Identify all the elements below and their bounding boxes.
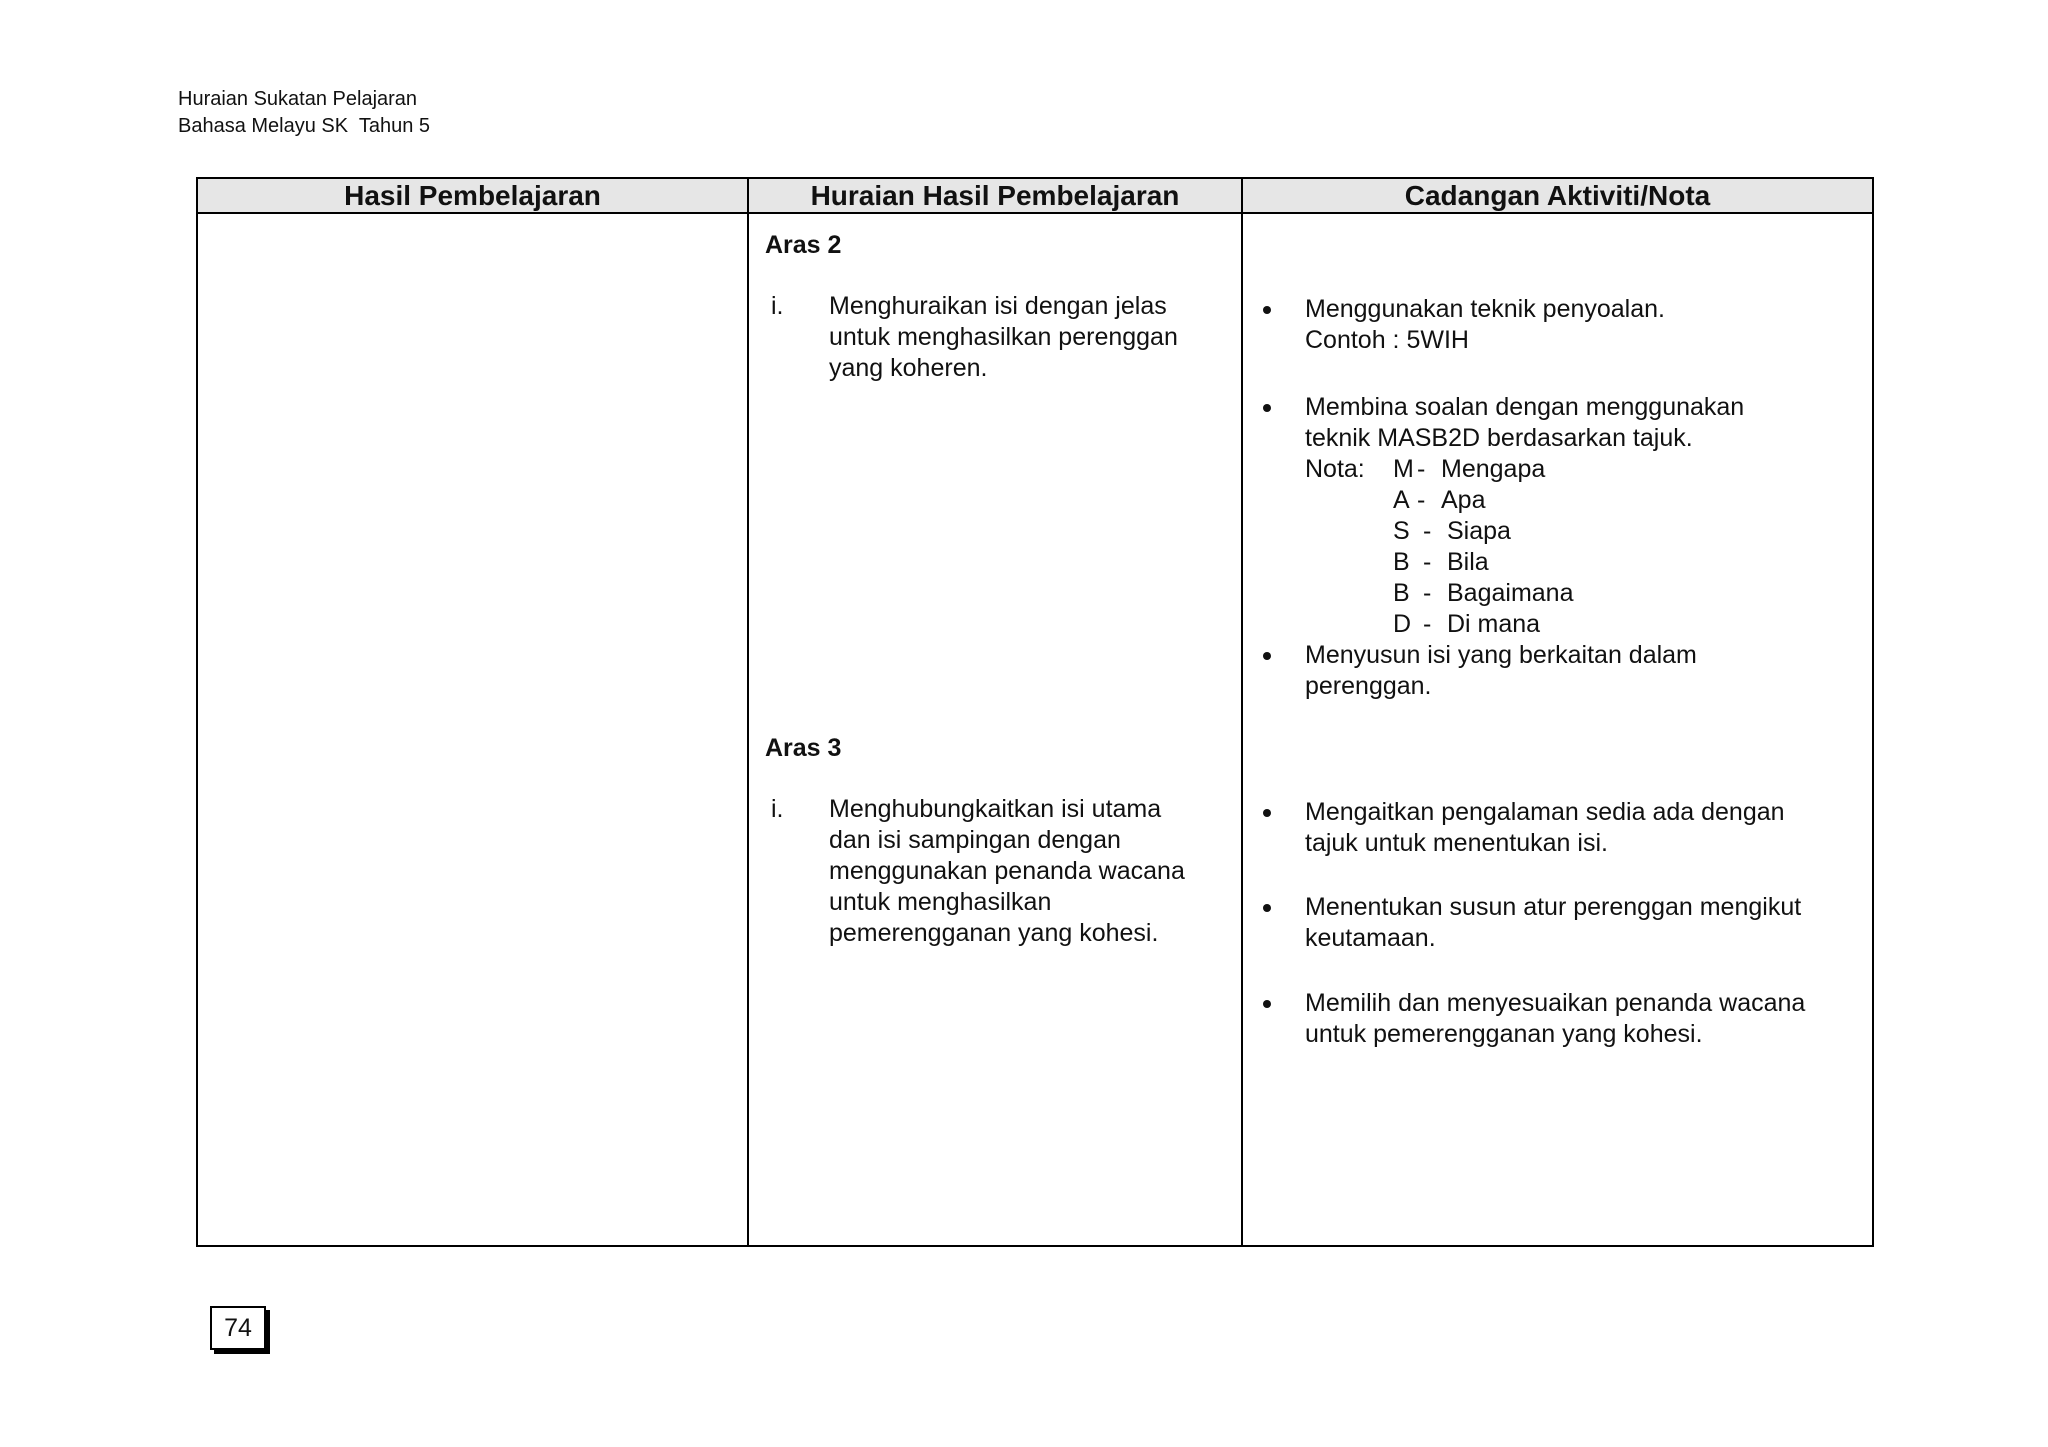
activity-text-line: untuk pemerengganan yang kohesi. <box>1305 1020 1703 1048</box>
activity-text-line: tajuk untuk menentukan isi. <box>1305 829 1608 857</box>
item-text-line: Menghubungkaitkan isi utama <box>829 795 1162 823</box>
note-letter: B <box>1393 579 1410 607</box>
activity-text-line: Contoh : 5WIH <box>1305 326 1469 354</box>
note-dash: - <box>1423 517 1432 545</box>
header-title: Huraian Sukatan Pelajaran <box>178 88 418 110</box>
item-text-line: pemerengganan yang kohesi. <box>829 919 1159 947</box>
activity-text-line: Menyusun isi yang berkaitan dalam <box>1305 641 1697 669</box>
note-word: Bagaimana <box>1447 579 1574 607</box>
item-text-line: untuk menghasilkan <box>829 888 1052 916</box>
activity-text-line: keutamaan. <box>1305 924 1436 952</box>
table-header-row <box>198 179 1872 214</box>
item-number: i. <box>771 292 784 320</box>
column-header-cadangan: Cadangan Aktiviti/Nota <box>1404 180 1711 211</box>
note-dash: - <box>1417 486 1426 514</box>
bullet-icon <box>1263 404 1271 412</box>
note-word: Bila <box>1447 548 1489 576</box>
note-letter: S <box>1393 517 1410 545</box>
note-word: Apa <box>1441 486 1486 514</box>
note-dash: - <box>1423 579 1432 607</box>
activity-text-line: Membina soalan dengan menggunakan <box>1305 393 1745 421</box>
activity-text-line: Menggunakan teknik penyoalan. <box>1305 295 1665 323</box>
bullet-icon <box>1263 904 1271 912</box>
note-word: Di mana <box>1447 610 1541 638</box>
level-label: Aras 2 <box>765 231 842 259</box>
bullet-icon <box>1263 1000 1271 1008</box>
item-text-line: yang koheren. <box>829 354 988 382</box>
note-letter: A <box>1393 486 1410 514</box>
item-number: i. <box>771 795 784 823</box>
header-subtitle: Bahasa Melayu SK Tahun 5 <box>178 115 431 137</box>
activity-text-line: teknik MASB2D berdasarkan tajuk. <box>1305 424 1693 452</box>
syllabus-table <box>196 177 1874 1247</box>
activity-text-line: perenggan. <box>1305 672 1432 700</box>
note-dash: - <box>1417 455 1426 483</box>
activity-text-line: Memilih dan menyesuaikan penanda wacana <box>1305 989 1806 1017</box>
note-letter: D <box>1393 610 1412 638</box>
bullet-icon <box>1263 652 1271 660</box>
document-header <box>178 86 430 140</box>
item-text-line: dan isi sampingan dengan <box>829 826 1121 854</box>
column-header-huraian: Huraian Hasil Pembelajaran <box>810 180 1180 211</box>
activity-text-line: Menentukan susun atur perenggan mengikut <box>1305 893 1802 921</box>
bullet-icon <box>1263 809 1271 817</box>
column-header-hasil: Hasil Pembelajaran <box>344 180 601 211</box>
page-number: 74 <box>210 1306 266 1350</box>
note-word: Mengapa <box>1441 455 1546 483</box>
level-label: Aras 3 <box>765 734 842 762</box>
note-word: Siapa <box>1447 517 1511 545</box>
activity-text-line: Mengaitkan pengalaman sedia ada dengan <box>1305 798 1785 826</box>
cell-hasil-pembelajaran <box>198 214 747 1245</box>
note-dash: - <box>1423 548 1432 576</box>
note-letter: B <box>1393 548 1410 576</box>
note-letter: M <box>1393 455 1414 483</box>
cell-huraian <box>749 214 1241 1245</box>
item-text-line: Menghuraikan isi dengan jelas <box>829 292 1167 320</box>
note-label: Nota: <box>1305 455 1365 483</box>
item-text-line: untuk menghasilkan perenggan <box>829 323 1178 351</box>
note-dash: - <box>1423 610 1432 638</box>
item-text-line: menggunakan penanda wacana <box>829 857 1185 885</box>
cell-cadangan <box>1243 214 1872 1245</box>
bullet-icon <box>1263 306 1271 314</box>
